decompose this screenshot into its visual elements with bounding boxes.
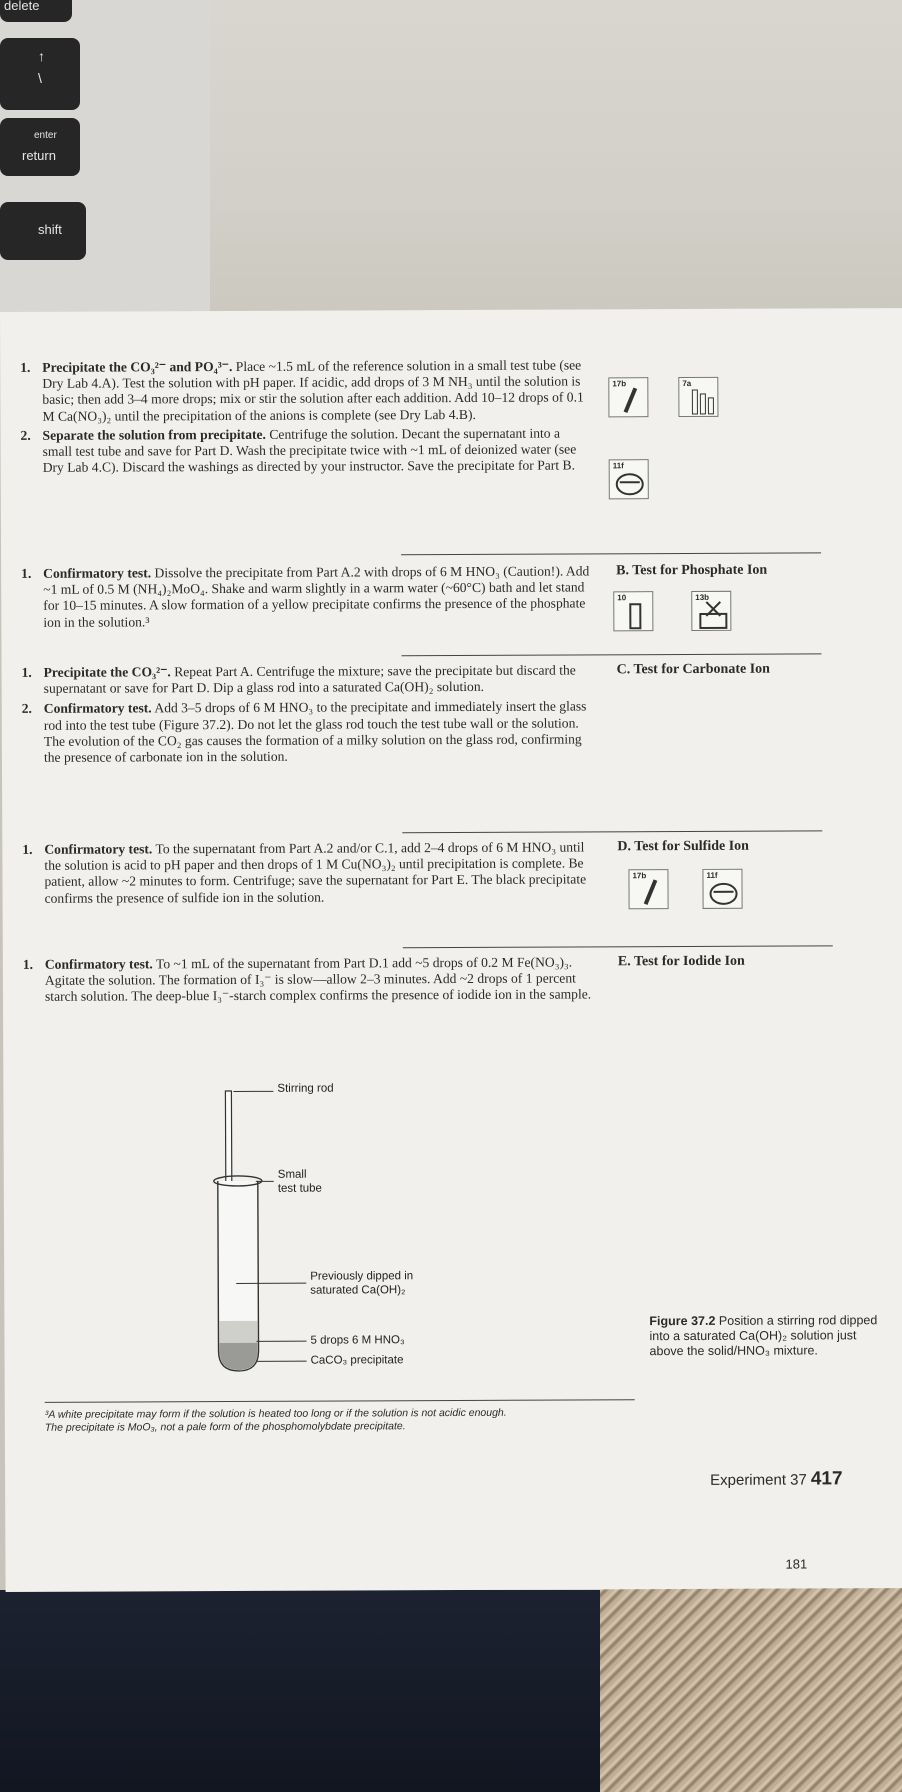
item-body: Add 3–5 drops of 6 M HNO₃ to the precipitate and immediately insert the glass rod into the test tube (Figure 37.2). Do not let the glass rod touch the test tube wall or the solution. The evolution of the CO₂ gas causes the formation of a milky solution on the glass rod, confirming the presence of carbonate ion in the solution. [43, 698, 587, 765]
technique-icon-17b [628, 869, 668, 909]
label-small: Small [277, 1168, 307, 1181]
label-drops: 5 drops 6 M HNO₃ [310, 1334, 405, 1347]
item-body: Dissolve the precipitate from Part A.2 with drops of 6 M HNO₃ (Caution!). Add ~1 mL of 0.5 M (NH₄)₂MoO₄. Shake and warm slightly in a warm water (~60°C) bath and let stand for 10–15 minutes. A slow formation of a yellow precipitate confirms the presence of the phosphate ion in the solution.³ [43, 563, 590, 630]
wall-background [200, 0, 902, 320]
item-body: Centrifuge the solution. Decant the supernatant into a small test tube and save for Part D. Wash the precipitate twice with ~1 mL of deionized water (see Dry Lab 4.C). Discard the washings as directed by your instructor. Save the precipitate for Part B. [42, 425, 577, 476]
section-b-item-1 [21, 563, 591, 630]
caco3-precipitate [220, 1343, 258, 1370]
technique-icon-13b [691, 591, 731, 631]
shift-key-label: shift [38, 222, 62, 237]
page-reference: 417 [810, 1468, 843, 1490]
label-stirring-rod: Stirring rod [277, 1082, 334, 1095]
item-heading: Separate the solution from precipitate. [42, 426, 266, 443]
laptop-keyboard [0, 0, 210, 312]
section-c-title: C. Test for Carbonate Ion [616, 661, 770, 678]
technique-icon-11f [702, 869, 742, 909]
section-b [21, 563, 591, 630]
technique-icon-17b [608, 377, 648, 417]
item-body: To ~1 mL of the supernatant from Part D.1 add ~5 drops of 0.2 M Fe(NO₃)₃. Agitate the solution. The formation of I₃⁻ is slow—allow 2–3 minutes. Add ~2 drops of 1 percent starch solution. The deep-blue I₃⁻-starch complex confirms the presence of iodide ion in the sample. [44, 954, 592, 1005]
page-number: 181 [785, 1556, 808, 1572]
enter-key-label: enter [34, 130, 57, 141]
section-e [23, 954, 593, 1005]
section-divider [403, 945, 833, 948]
label-precipitate: CaCO₃ precipitate [310, 1354, 404, 1367]
section-divider [402, 653, 822, 656]
figure-caption [649, 1313, 889, 1359]
experiment-label: Experiment 37 [710, 1471, 807, 1489]
item-body: Place ~1.5 mL of the reference solution in a small test tube (see Dry Lab 4.A). Test the solution with pH paper. If acidic, add drops of 3 M NH₃ until the solution is basic; then add 3–4 more drops; mix or stir the solution after each addition. Add 10–12 drops of 0.1 M Ca(NO₃)₂ until the precipitation of the anions is complete (see Dry Lab 4.B). [42, 357, 584, 424]
item-number: 1. [22, 956, 34, 972]
textbook-page [0, 308, 902, 1592]
item-number: 1. [21, 565, 32, 581]
enter-return-key[interactable] [0, 118, 80, 176]
footnote [45, 1406, 645, 1435]
delete-key-label: delete [4, 0, 40, 13]
section-a-item-1 [20, 357, 590, 424]
section-e-item-1 [23, 954, 593, 1005]
section-d-item-1 [22, 839, 592, 906]
footnote-line-2: The precipitate is MoO₃, not a pale form of the phosphomolybdate precipitate. [44, 1420, 406, 1434]
delete-key[interactable] [0, 0, 72, 22]
technique-icon-11f [609, 459, 649, 499]
leader-line [257, 1361, 307, 1362]
icon-code: 11f [706, 870, 718, 880]
label-dipped: Previously dipped in [310, 1270, 414, 1283]
arrow-up-glyph: ↑ [38, 48, 45, 64]
label-test-tube: test tube [277, 1182, 322, 1195]
item-number: 1. [21, 664, 32, 680]
section-divider [401, 552, 821, 555]
desk-patterned-fabric [600, 1570, 902, 1792]
item-heading: Confirmatory test. [44, 956, 153, 972]
icon-code: 13b [695, 592, 710, 602]
return-key-label: return [22, 148, 56, 163]
section-a [20, 357, 591, 476]
section-d-title: D. Test for Sulfide Ion [617, 838, 749, 855]
section-divider [402, 830, 822, 833]
section-e-title: E. Test for Iodide Ion [617, 953, 745, 970]
arrow-key[interactable] [0, 38, 80, 110]
shift-key[interactable] [0, 202, 86, 260]
experiment-footer [710, 1468, 843, 1491]
item-heading: Confirmatory test. [43, 565, 152, 581]
icon-code: 7a [682, 378, 692, 389]
item-heading: Confirmatory test. [43, 700, 152, 717]
section-c-item-2 [22, 699, 592, 766]
footnote-line-1: ³A white precipitate may form if the solution is heated too long or if the solution is not acidic enough. [44, 1406, 507, 1421]
leader-line [256, 1181, 274, 1182]
section-b-title: B. Test for Phosphate Ion [616, 562, 768, 579]
section-c-item-1 [22, 662, 592, 697]
item-heading: Precipitate the CO₃²⁻ and PO₄³⁻. [42, 358, 233, 375]
icon-code: 10 [617, 593, 627, 603]
item-body: To the supernatant from Part A.2 and/or C.1, add 2–4 drops of 6 M HNO₃ until the solution is acid to pH paper and then drops of 1 M Cu(NO₃)₂ until precipitation is complete. Be patient, allow ~2 minutes to form. Centrifuge; save the supernatant for Part E. The black precipitate confirms the presence of sulfide ion in the solution. [44, 839, 587, 906]
section-d [22, 839, 592, 906]
footnote-divider [45, 1399, 635, 1403]
icon-code: 11f [612, 461, 624, 471]
section-c [22, 662, 592, 766]
item-body: Repeat Part A. Centrifuge the mixture; save the precipitate but discard the supernatant or save for Part D. Dip a glass rod into a saturated Ca(OH)₂ solution. [43, 662, 576, 697]
desk-dark-fabric [0, 1590, 610, 1792]
item-number: 1. [20, 359, 31, 375]
item-heading: Confirmatory test. [44, 841, 153, 857]
technique-icon-10 [613, 591, 653, 631]
caption-body: Position a stirring rod dipped into a saturated Ca(OH)₂ solution just above the solid/HNO₃ mixture. [649, 1313, 878, 1359]
leader-line [256, 1341, 306, 1342]
test-tube-figure [203, 1081, 314, 1381]
item-number: 2. [21, 701, 32, 717]
technique-icon-7a [678, 377, 718, 417]
label-saturated: saturated Ca(OH)₂ [310, 1284, 406, 1297]
icon-code: 17b [632, 871, 647, 881]
item-number: 1. [22, 841, 33, 857]
item-number: 2. [20, 427, 31, 443]
caption-heading: Figure 37.2 [649, 1313, 716, 1329]
section-a-item-2 [21, 425, 591, 476]
icon-code: 17b [612, 379, 627, 389]
item-heading: Precipitate the CO₃²⁻. [43, 664, 171, 680]
leader-line [233, 1091, 273, 1092]
arrow-diag-glyph: \ [38, 70, 42, 86]
